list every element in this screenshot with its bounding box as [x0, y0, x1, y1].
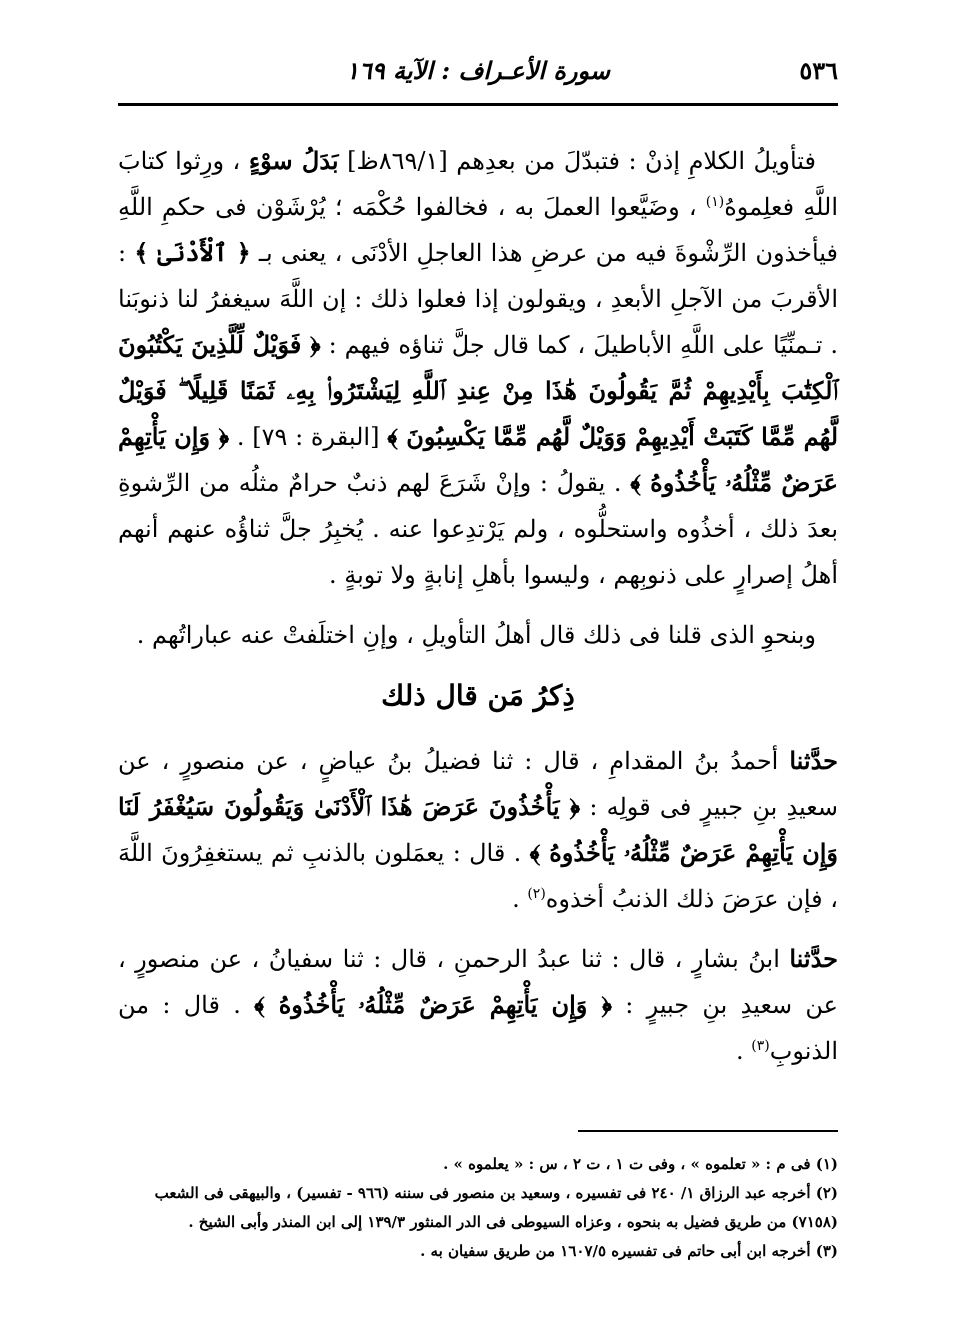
text-run: . [512, 885, 528, 913]
footnote-ref: (١) [705, 194, 725, 210]
footnotes [118, 1150, 838, 1266]
footnote-ref: (٣) [751, 1038, 770, 1054]
footnote-1: (١) فى م : « تعلموه » ، وفى ت ١ ، ت ٢ ، س : « يعلموه » . [443, 1155, 838, 1173]
quran-quote: ﴿ وَإِن يَأْتِهِمْ عَرَضٌ مِّثْلُهُۥ يَأْخُذُوهُ ﴾ [254, 990, 612, 1019]
main-text [118, 138, 838, 1074]
paragraph-consensus: وبنحوِ الذى قلنا فى ذلك قال أهلُ التأويلِ ، وإنِ اختلَفتْ عنه عباراتُهم . [136, 621, 816, 649]
page-header [118, 52, 838, 98]
quran-quote: ﴿ ٱلْأَدْنَىٰ ﴾ [134, 238, 251, 267]
spacer [118, 598, 838, 612]
text-run: . يقولُ : وإنْ شَرَعَ لهم ذنبٌ حرامٌ مثلُه من الرِّشوةِ بعدَ ذلك ، أخذُوه واستحلُّوه ، ولم يَرْتدِعوا عنه . يُخبِرُ جلَّ ثناؤُه عنهم أنهم أهلُ إصرارٍ على ذنوبِهم ، وليسوا بأهلِ إنابةٍ ولا توبةٍ . [118, 469, 838, 589]
running-title: سورة الأعـراف : الآية ١٦٩ [345, 56, 611, 85]
text-run: . قال : من الذنوبِ [118, 991, 838, 1065]
text-run: أحمدُ بنُ المقدامِ ، قال : ثنا فضيلُ بنُ عياضٍ ، عن منصورٍ ، عن سعيدِ بنِ جبيرٍ فى قولِه : [118, 747, 838, 821]
footnote-2: (٢) أخرجه عبد الرزاق ١/ ٢٤٠ فى تفسيره ، وسعيد بن منصور فى سننه (٩٦٦ - تفسير) ، والبيهقى فى الشعب (٧١٥٨) من طريق فضيل به بنحوه ، وعزاه السيوطى فى الدر المنثور ١٣٩/٣ إلى ابن المنذر وأبى الشيخ . [154, 1184, 838, 1231]
quran-quote: بَدَلُ سوْءٍ [248, 146, 339, 175]
footnote-3: (٣) أخرجه ابن أبى حاتم فى تفسيره ١٦٠٧/٥ من طريق سفيان به . [420, 1242, 838, 1260]
paragraph-tafsir [118, 138, 838, 598]
text-run: [البقرة : ٧٩] . [229, 423, 388, 451]
text-run: فتأويلُ الكلامِ إذنْ : فتبدّلَ من بعدِهم [٨٦٩/١ظ] [338, 147, 816, 175]
text-run: ، وضَيَّعوا العملَ به ، فخالفوا حُكْمَه ؛ يُرْشَوْن فى حكمِ اللَّهِ فيأخذون الرِّشْوةَ فيه من عرضِ هذا العاجلِ الأدْنَى ، يعنى بـ [118, 193, 838, 267]
text-run: ابنُ بشارٍ ، قال : ثنا عبدُ الرحمنِ ، قال : ثنا سفيانُ ، عن منصورٍ ، عن سعيدِ بنِ جبيرٍ : [118, 945, 838, 1019]
footnote-ref: (٢) [527, 886, 546, 902]
footnote-separator [578, 1130, 838, 1132]
section-heading: ذِكرُ مَن قال ذلك [381, 679, 575, 712]
narration-lead: حدَّثنا [789, 944, 838, 973]
header-rule [118, 103, 838, 106]
text-run: ، ورِثوا كتابَ اللَّهِ فعلِموهُ [118, 147, 839, 221]
paragraph-narration-2 [118, 936, 838, 1074]
spacer [118, 922, 838, 936]
quran-quote: ﴿ فَوَيْلٌ لِّلَّذِينَ يَكْتُبُونَ ٱلْكِتَٰبَ بِأَيْدِيهِمْ ثُمَّ يَقُولُونَ هَٰذَا مِنْ عِندِ ٱللَّهِ لِيَشْتَرُوا۟ بِهِۦ ثَمَنًا قَلِيلًا ۖ فَوَيْلٌ لَّهُم مِّمَّا كَتَبَتْ أَيْدِيهِمْ وَوَيْلٌ لَّهُم مِّمَّا يَكْسِبُونَ ﴾ [118, 330, 839, 451]
text-run: . قال : يعمَلون بالذنبِ ثم يستغفِرُونَ اللَّهَ ، فإن عرَضَ ذلك الذنبُ أخذوه [118, 839, 838, 913]
paragraph-narration-1 [118, 738, 838, 922]
quran-quote: ﴿ يَأْخُذُونَ عَرَضَ هَٰذَا ٱلْأَدْنَىٰ وَيَقُولُونَ سَيُغْفَرُ لَنَا وَإِن يَأْتِهِمْ عَرَضٌ مِّثْلُهُۥ يَأْخُذُوهُ ﴾ [118, 792, 839, 867]
text-run: : الأقربَ من الآجلِ الأبعدِ ، ويقولون إذا فعلوا ذلك : إن اللَّهَ سيغفرُ لنا ذنوبَنا . تـمنِّيًا على اللَّهِ الأباطيلَ ، كما قال جلَّ ثناؤه فيهم : [118, 239, 838, 359]
narration-lead: حدَّثنا [789, 746, 838, 775]
text-run: . [736, 1037, 752, 1065]
page-number: ٥٣٦ [799, 56, 838, 85]
quran-quote: ﴿ وَإِن يَأْتِهِمْ عَرَضٌ مِّثْلُهُۥ يَأْخُذُوهُ ﴾ [118, 422, 838, 497]
